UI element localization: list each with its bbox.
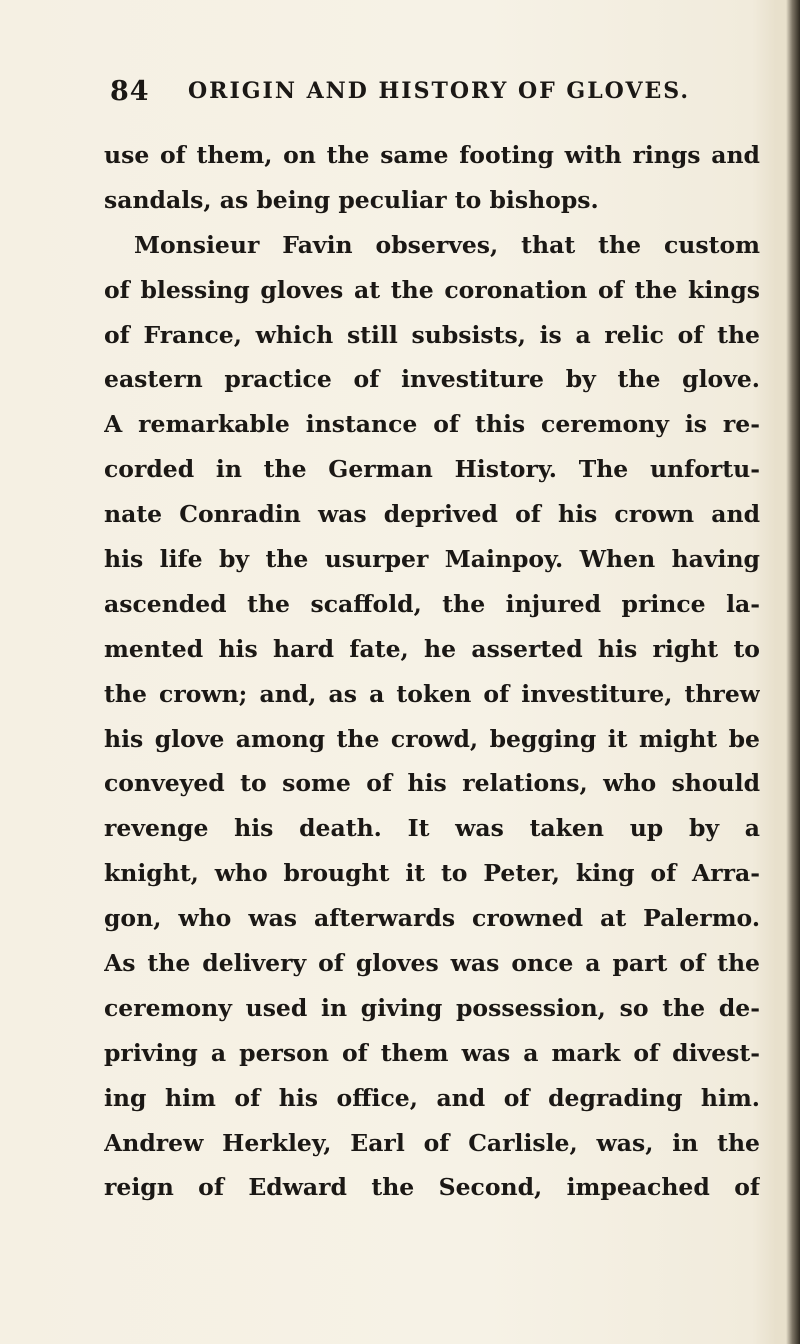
text-line: nate Conradin was deprived of his crown and [104,500,760,529]
text-line: of blessing gloves at the coronation of the kings [104,275,760,304]
text-line: use of them, on the same footing with rings and [104,141,760,169]
page-edge-shadow [786,0,800,1344]
text-line: Andrew Herkley, Earl of Carlisle, was, in the [104,1128,760,1157]
text-line: ceremony used in giving possession, so the de- [104,993,760,1022]
text-line: ing him of his office, and of degrading him. [104,1083,760,1112]
text-line: Monsieur Favin observes, that the custom [134,230,760,259]
text-line: corded in the German History. The unfortu- [104,455,760,484]
text-line: ascended the scaffold, the injured prince la- [104,589,760,618]
text-line: of France, which still subsists, is a relic of the [104,320,760,349]
text-line: the crown; and, as a token of investiture, threw [104,679,760,708]
page-header [110,76,750,116]
text-line: conveyed to some of his relations, who should [104,769,760,798]
text-line: As the delivery of gloves was once a part of the [104,949,760,978]
text-line: A remarkable instance of this ceremony is re- [104,410,760,439]
text-line: revenge his death. It was taken up by a [104,814,760,843]
running-head: ORIGIN AND HISTORY OF GLOVES. [188,78,691,104]
text-line: mented his hard fate, he asserted his right to [104,634,760,663]
text-line: eastern practice of investiture by the glove. [104,365,760,394]
text-line: his life by the usurper Mainpoy. When having [104,545,760,574]
text-line: his glove among the crowd, begging it might be [104,724,760,753]
text-line: knight, who brought it to Peter, king of Arra- [104,859,760,888]
text-line: reign of Edward the Second, impeached of [104,1173,760,1202]
text-line: gon, who was afterwards crowned at Palermo. [104,904,760,933]
body-text [104,133,760,1210]
text-line: priving a person of them was a mark of divest- [104,1038,760,1067]
page-number: 84 [110,76,150,107]
text-line: sandals, as being peculiar to bishops. [104,185,599,214]
